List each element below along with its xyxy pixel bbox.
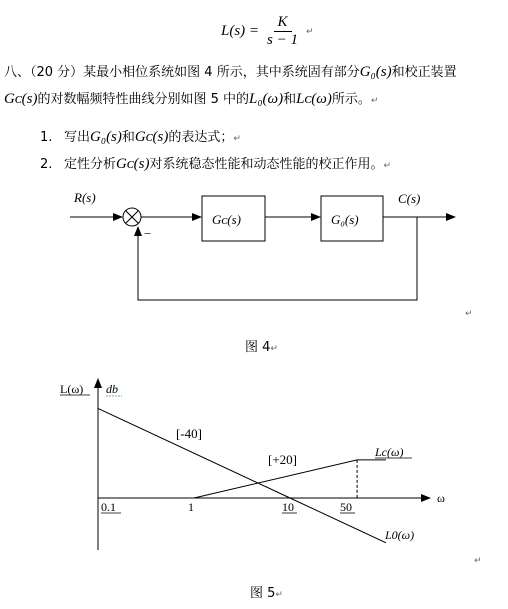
tick-label-1: 1	[188, 500, 194, 514]
problem-line2: Gᴄ(s)的对数幅频特性曲线分别如图 5 中的L₀(ω)和Lᴄ(ω)所示。↵	[4, 91, 379, 107]
figure-4-caption: 图 4↵	[245, 340, 278, 355]
g0-block-label: G₀(s)	[331, 212, 359, 227]
gc-symbol: Gᴄ(s)	[4, 91, 38, 107]
bode-plot	[0, 365, 508, 575]
transfer-function-formula	[221, 14, 314, 49]
summing-junction	[123, 208, 141, 226]
lc-symbol: Lᴄ(ω)	[296, 91, 332, 107]
paragraph-mark: ↵	[474, 556, 482, 566]
tick-label-10: 10	[282, 500, 294, 514]
slope-label-lc: [+20]	[268, 452, 297, 467]
l0-symbol: L₀(ω)	[248, 91, 284, 107]
output-label: C(s)	[398, 191, 421, 206]
x-axis-label: ω	[437, 491, 445, 505]
y-axis-label: L(ω)	[60, 382, 84, 396]
tick-label-0.1: 0.1	[101, 500, 116, 514]
formula-numerator: K	[274, 14, 292, 32]
block-diagram	[0, 180, 508, 340]
formula-fraction	[265, 14, 300, 49]
question-1: 1. 写出G₀(s)和Gᴄ(s)的表达式；↵	[40, 129, 241, 145]
tick-label-50: 50	[340, 500, 352, 514]
gc-block-label: Gᴄ(s)	[212, 212, 241, 227]
l0-curve	[98, 408, 386, 542]
y-axis-unit: db	[106, 382, 118, 396]
paragraph-mark: ↵	[465, 309, 473, 319]
l0-curve-label: L0(ω)	[385, 528, 415, 542]
question-number: 2.	[40, 157, 53, 172]
question-2: 2. 定性分析Gᴄ(s)对系统稳态性能和动态性能的校正作用。↵	[40, 156, 392, 172]
problem-heading: 八、（20 分）某最小相位系统如图 4 所示，其中系统固有部分G₀(s)和校正装置	[4, 64, 457, 80]
lc-curve-label: Lc(ω)	[375, 445, 404, 459]
figure-5-caption: 图 5↵	[250, 586, 283, 601]
feedback-sign: −	[144, 226, 152, 241]
formula-denominator: s − 1	[267, 32, 299, 48]
paragraph-mark: ↵	[306, 26, 314, 37]
formula-lhs: L(s) =	[221, 23, 260, 39]
question-number: 1.	[40, 130, 53, 145]
g0-symbol: G₀(s)	[359, 64, 392, 80]
input-label: R(s)	[74, 190, 96, 205]
slope-label-l0: [-40]	[176, 426, 202, 441]
